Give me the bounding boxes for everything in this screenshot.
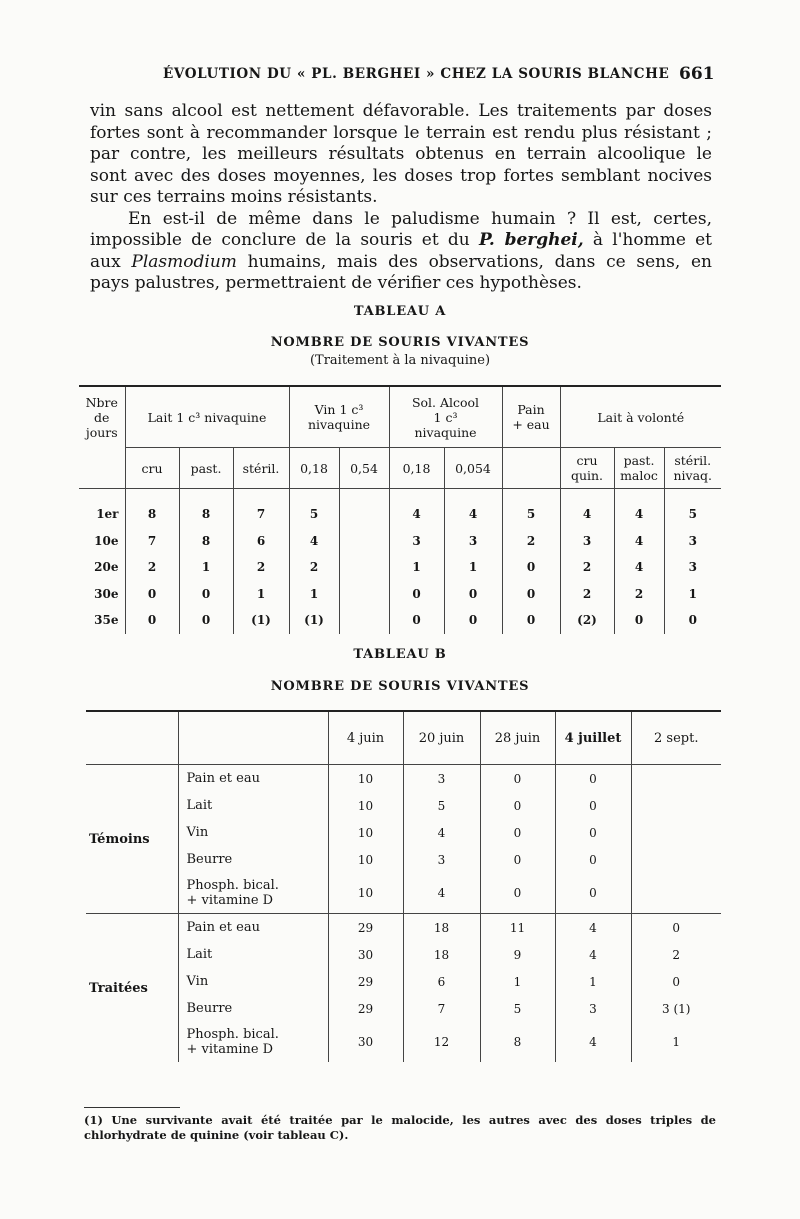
value-cell [631, 873, 721, 914]
value-cell: 2 [560, 581, 614, 608]
value-cell: 0 [480, 873, 555, 914]
value-cell: 1 [289, 581, 339, 608]
value-cell: 6 [233, 528, 289, 555]
table-row [86, 846, 721, 873]
value-cell: 4 [555, 914, 631, 942]
value-cell: 0 [179, 607, 233, 634]
page-number: 661 [679, 64, 715, 84]
table-b-header [86, 711, 721, 765]
col-nbre-jours: Nbre de jours [85, 394, 118, 440]
running-header [0, 64, 800, 86]
value-cell: 0 [555, 792, 631, 819]
table-row [86, 995, 721, 1022]
value-cell: 5 [289, 501, 339, 528]
table-b-title: NOMBRE DE SOURIS VIVANTES [270, 679, 530, 694]
value-cell: 29 [328, 968, 403, 995]
row-label: Beurre [178, 846, 328, 873]
sub-sol-0054: 0,054 [444, 448, 502, 489]
value-cell: 5 [480, 995, 555, 1022]
value-cell: 9 [480, 941, 555, 968]
sub-vin-018: 0,18 [289, 448, 339, 489]
group-label: Traitées [86, 914, 178, 1063]
value-cell: 10 [328, 792, 403, 819]
date-col: 20 juin [403, 711, 480, 765]
table-row [86, 819, 721, 846]
value-cell: 4 [555, 1022, 631, 1062]
table-a-group-header [79, 386, 721, 448]
genus-name: Plasmodium [131, 251, 237, 272]
value-cell: 2 [614, 581, 664, 608]
row-label: Phosph. bical. + vitamine D [178, 873, 328, 914]
value-cell: 1 [444, 554, 502, 581]
row-label: Lait [178, 941, 328, 968]
value-cell [339, 528, 389, 555]
value-cell: 0 [614, 607, 664, 634]
value-cell: 4 [403, 873, 480, 914]
text-line: sont avec des doses moyennes, les doses trop fortes semblant nocives [90, 165, 712, 186]
date-col: 4 juin [328, 711, 403, 765]
value-cell: 0 [631, 914, 721, 942]
value-cell: 8 [179, 501, 233, 528]
value-cell: 10 [328, 873, 403, 914]
sub-sol-018: 0,18 [389, 448, 444, 489]
day-cell: 20e [94, 560, 119, 575]
value-cell: 10 [328, 846, 403, 873]
row-label: Vin [178, 968, 328, 995]
table-row [79, 554, 721, 581]
sub-cru-quin: cru quin. [560, 448, 614, 489]
value-cell: 3 [664, 554, 721, 581]
value-cell: 4 [614, 501, 664, 528]
value-cell: 10 [328, 765, 403, 793]
value-cell: 0 [480, 819, 555, 846]
row-label: Pain et eau [178, 765, 328, 793]
table-row [79, 607, 721, 634]
value-cell: 0 [555, 873, 631, 914]
col-sol-alcool: Sol. Alcool 1 c³ nivaquine [389, 386, 502, 448]
col-lait-volonte: Lait à volonté [560, 386, 721, 448]
value-cell [339, 501, 389, 528]
value-cell [339, 607, 389, 634]
text-line: fortes sont à recommander lorsque le terrain est rendu plus résistant ; [90, 122, 712, 143]
table-a-title: NOMBRE DE SOURIS VIVANTES [270, 335, 530, 350]
value-cell: 0 [502, 554, 560, 581]
value-cell: 1 [664, 581, 721, 608]
value-cell: 7 [233, 501, 289, 528]
value-cell: 29 [328, 995, 403, 1022]
value-cell: 0 [444, 581, 502, 608]
value-cell: 3 [560, 528, 614, 555]
table-b-label: TABLEAU B [353, 647, 447, 662]
day-cell: 35e [94, 613, 119, 628]
value-cell: 0 [502, 607, 560, 634]
row-label: Phosph. bical. + vitamine D [178, 1022, 328, 1062]
value-cell [631, 819, 721, 846]
day-cell: 10e [94, 533, 119, 548]
value-cell: 0 [555, 765, 631, 793]
value-cell: 5 [664, 501, 721, 528]
table-row [79, 501, 721, 528]
row-label: Pain et eau [178, 914, 328, 942]
table-row [86, 914, 721, 942]
value-cell: 3 [403, 846, 480, 873]
date-col: 2 sept. [631, 711, 721, 765]
sub-steril: stéril. [233, 448, 289, 489]
table-row [86, 968, 721, 995]
text-line: pays palustres, permettraient de vérifier ces hypothèses. [90, 273, 582, 293]
group-label: Témoins [86, 765, 178, 914]
col-lait-nivaquine: Lait 1 c³ nivaquine [125, 386, 289, 448]
value-cell: 3 [664, 528, 721, 555]
value-cell: 3 (1) [631, 995, 721, 1022]
value-cell: 0 [555, 819, 631, 846]
value-cell: 2 [502, 528, 560, 555]
value-cell: 6 [403, 968, 480, 995]
value-cell: 0 [480, 765, 555, 793]
value-cell: 5 [502, 501, 560, 528]
value-cell: 0 [502, 581, 560, 608]
value-cell [631, 765, 721, 793]
value-cell: 30 [328, 1022, 403, 1062]
row-label: Vin [178, 819, 328, 846]
table-row [79, 528, 721, 555]
table-row [86, 873, 721, 914]
value-cell: 4 [614, 528, 664, 555]
table-a-body [79, 501, 721, 634]
value-cell: 0 [480, 846, 555, 873]
value-cell: (1) [289, 607, 339, 634]
table-b-body [86, 765, 721, 1063]
value-cell [339, 554, 389, 581]
value-cell: 18 [403, 941, 480, 968]
text-line: sur ces terrains moins résistants. [90, 187, 378, 207]
table-row [86, 941, 721, 968]
value-cell: 1 [179, 554, 233, 581]
value-cell: 3 [389, 528, 444, 555]
table-row [86, 1022, 721, 1062]
table-row [86, 792, 721, 819]
value-cell: 0 [664, 607, 721, 634]
footnote-rule [84, 1107, 180, 1108]
value-cell: 2 [289, 554, 339, 581]
value-cell: 4 [614, 554, 664, 581]
table-a-sub-header [79, 448, 721, 489]
value-cell: 4 [444, 501, 502, 528]
value-cell: 2 [631, 941, 721, 968]
value-cell: 5 [403, 792, 480, 819]
day-cell: 1er [96, 507, 119, 522]
value-cell: 29 [328, 914, 403, 942]
value-cell [339, 581, 389, 608]
text-line: impossible de conclure de la souris et du P. berghei, à l'homme et [90, 230, 712, 250]
table-row [79, 581, 721, 608]
value-cell: 8 [179, 528, 233, 555]
value-cell: 7 [403, 995, 480, 1022]
value-cell [631, 846, 721, 873]
row-label: Beurre [178, 995, 328, 1022]
value-cell: 4 [555, 941, 631, 968]
value-cell: 11 [480, 914, 555, 942]
sub-steril-nivaq: stéril. nivaq. [664, 448, 721, 489]
text-line: aux Plasmodium humains, mais des observations, dans ce sens, en [90, 251, 712, 272]
value-cell: 8 [125, 501, 179, 528]
value-cell: 3 [555, 995, 631, 1022]
day-cell: 30e [94, 586, 119, 601]
table-row [86, 765, 721, 793]
value-cell: 0 [389, 581, 444, 608]
value-cell: 2 [560, 554, 614, 581]
paragraph-1 [90, 101, 712, 209]
value-cell: 18 [403, 914, 480, 942]
sub-cru: cru [125, 448, 179, 489]
text-line: En est-il de même dans le paludisme humain ? Il est, certes, [128, 208, 712, 229]
value-cell: 0 [631, 968, 721, 995]
text-line: par contre, les meilleurs résultats obtenus en terrain alcoolique le [90, 144, 712, 164]
value-cell: 1 [480, 968, 555, 995]
value-cell: 12 [403, 1022, 480, 1062]
row-label: Lait [178, 792, 328, 819]
value-cell: 0 [125, 581, 179, 608]
table-b [86, 710, 721, 1062]
value-cell: 0 [389, 607, 444, 634]
value-cell: 1 [555, 968, 631, 995]
value-cell: 2 [233, 554, 289, 581]
value-cell: 7 [125, 528, 179, 555]
footnote: (1) Une survivante avait été traitée par le malocide, les autres avec des doses triples de chlorhydrate de quinine (voir tableau C). [84, 1113, 716, 1142]
value-cell: 2 [125, 554, 179, 581]
date-col: 28 juin [480, 711, 555, 765]
value-cell: 1 [233, 581, 289, 608]
value-cell: 1 [631, 1022, 721, 1062]
value-cell: 4 [403, 819, 480, 846]
value-cell [631, 792, 721, 819]
value-cell: 0 [555, 846, 631, 873]
value-cell: 3 [403, 765, 480, 793]
col-vin-nivaquine: Vin 1 c³ nivaquine [289, 386, 389, 448]
table-a-label: TABLEAU A [353, 304, 447, 319]
sub-past-maloc: past. maloc [614, 448, 664, 489]
body-text [90, 101, 712, 295]
value-cell: 1 [389, 554, 444, 581]
table-a-subtitle: (Traitement à la nivaquine) [309, 353, 491, 368]
value-cell: 8 [480, 1022, 555, 1062]
sub-past: past. [179, 448, 233, 489]
text-line: vin sans alcool est nettement défavorable. Les traitements par doses [90, 101, 712, 121]
value-cell: (1) [233, 607, 289, 634]
table-a [79, 385, 721, 634]
value-cell: 10 [328, 819, 403, 846]
value-cell: 4 [560, 501, 614, 528]
value-cell: 0 [480, 792, 555, 819]
paragraph-2 [90, 209, 712, 295]
value-cell: (2) [560, 607, 614, 634]
value-cell: 0 [125, 607, 179, 634]
value-cell: 4 [289, 528, 339, 555]
value-cell: 0 [444, 607, 502, 634]
value-cell: 0 [179, 581, 233, 608]
running-title: ÉVOLUTION DU « PL. BERGHEI » CHEZ LA SOURIS BLANCHE [163, 66, 670, 82]
species-name: P. berghei, [478, 230, 584, 250]
sub-vin-054: 0,54 [339, 448, 389, 489]
value-cell: 4 [389, 501, 444, 528]
col-pain-eau: Pain + eau [502, 386, 560, 448]
value-cell: 3 [444, 528, 502, 555]
date-col: 4 juillet [555, 711, 631, 765]
value-cell: 30 [328, 941, 403, 968]
